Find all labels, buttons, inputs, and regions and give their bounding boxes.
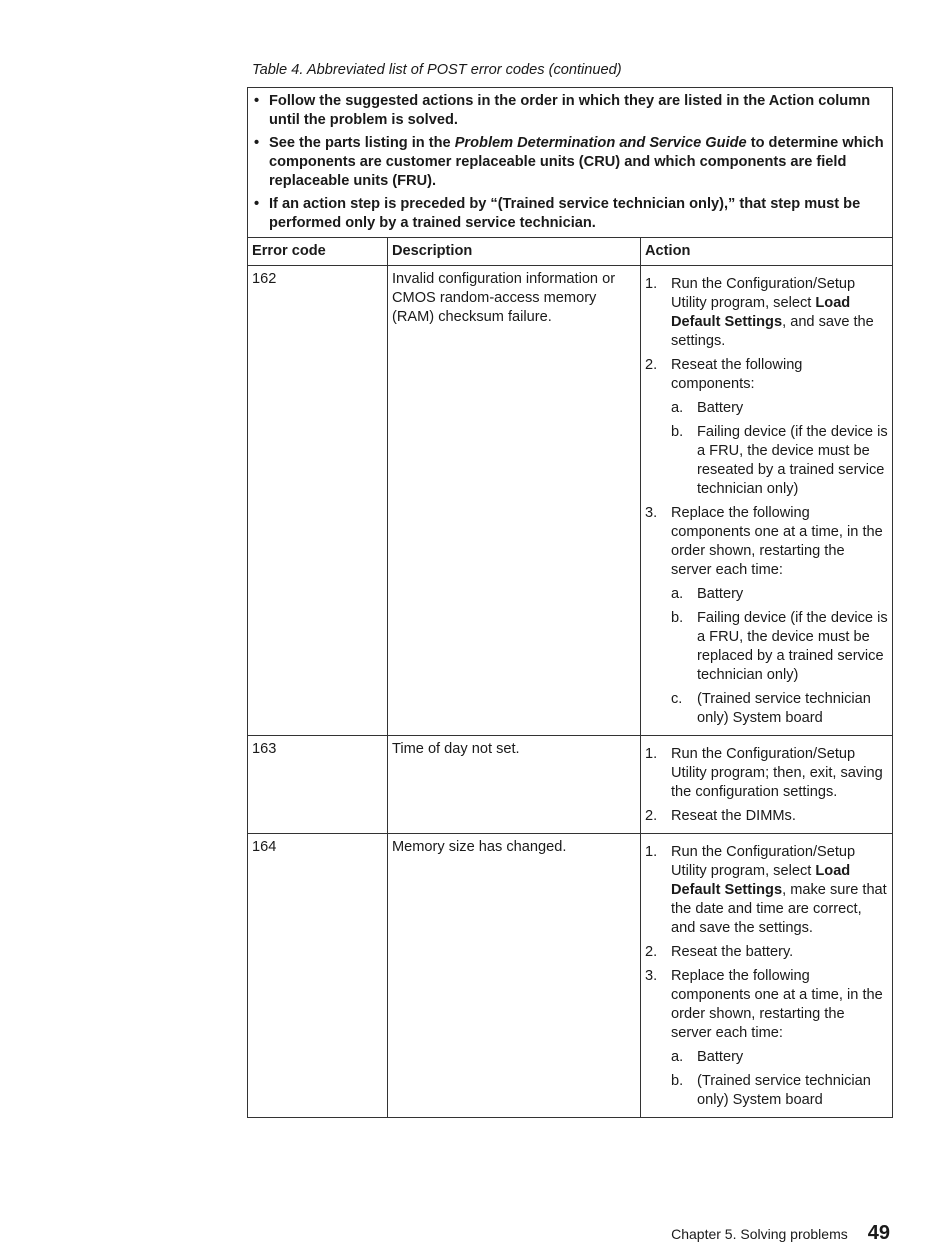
post-error-codes-table: [247, 87, 893, 1118]
bullet-glyph: •: [254, 135, 260, 151]
step-number: 2.: [645, 808, 658, 824]
action-step: [645, 504, 889, 728]
sub-step: [671, 399, 889, 418]
page-number: 49: [867, 1222, 890, 1244]
notes-row: [248, 88, 893, 238]
text-run: Replace the following components one at a time, in the order shown, restarting the server each time:: [671, 968, 883, 1041]
header-action: Action: [641, 238, 893, 266]
table-row: [248, 736, 893, 834]
action-cell: [641, 266, 893, 736]
page-footer: [671, 1224, 890, 1250]
bullet-glyph: •: [254, 196, 260, 212]
sub-step: [671, 1048, 889, 1067]
text-run: Run the Configuration/Setup Utility program; then, exit, saving the configuration settings.: [671, 746, 883, 800]
sub-step-text: Failing device (if the device is a FRU, the device must be reseated by a trained service technician only): [697, 424, 888, 497]
step-number: 2.: [645, 357, 658, 373]
text-run: Reseat the DIMMs.: [671, 808, 796, 824]
sub-step-text: (Trained service technician only) System board: [697, 691, 871, 726]
chapter-title: Chapter 5. Solving problems: [671, 1226, 848, 1242]
text-run: Run the Configuration/Setup Utility program, select: [671, 276, 856, 311]
sub-steps: [671, 1048, 889, 1110]
error-code-cell: 162: [248, 266, 388, 736]
action-step: [645, 967, 889, 1110]
description-cell: Memory size has changed.: [388, 834, 641, 1118]
table-row: [248, 834, 893, 1118]
sub-step: [671, 690, 889, 728]
note-item: [252, 92, 889, 130]
text-run: Run the Configuration/Setup Utility program, select: [671, 844, 856, 879]
action-steps: [645, 843, 889, 1110]
action-cell: [641, 736, 893, 834]
note-item: [252, 134, 889, 191]
text-run: , and save the settings.: [671, 314, 874, 349]
action-step: [645, 943, 889, 962]
sub-steps: [671, 399, 889, 499]
step-number: 1.: [645, 746, 658, 762]
sub-step-text: Battery: [697, 400, 744, 416]
sub-step: [671, 585, 889, 604]
step-number: 3.: [645, 968, 658, 984]
step-number: 3.: [645, 505, 658, 521]
notes-cell: [248, 88, 893, 238]
sub-step: [671, 1072, 889, 1110]
sub-step-letter: a.: [671, 400, 684, 416]
text-run: , make sure that the date and time are correct, and save the settings.: [671, 882, 887, 936]
notes-list: [252, 92, 889, 233]
text-run: to determine which components are customer replaceable units (CRU) and which components are field replaceable units (FRU).: [269, 135, 884, 189]
sub-step-letter: c.: [671, 691, 683, 707]
text-run: Follow the suggested actions in the order in which they are listed in the Action column until the problem is solved.: [269, 93, 871, 128]
action-step: [645, 807, 889, 826]
step-number: 1.: [645, 276, 658, 292]
sub-step-letter: b.: [671, 610, 684, 626]
step-number: 1.: [645, 844, 658, 860]
note-item: [252, 195, 889, 233]
text-run: Replace the following components one at a time, in the order shown, restarting the server each time:: [671, 505, 883, 578]
action-step: [645, 843, 889, 938]
action-step: [645, 275, 889, 351]
sub-step-text: Battery: [697, 586, 744, 602]
sub-step-letter: b.: [671, 424, 684, 440]
sub-step-text: (Trained service technician only) System board: [697, 1073, 871, 1108]
error-code-cell: 164: [248, 834, 388, 1118]
sub-steps: [671, 585, 889, 728]
italic-text: Problem Determination and Service Guide: [454, 135, 747, 151]
sub-step: [671, 423, 889, 499]
action-step: [645, 356, 889, 499]
header-row: [248, 238, 893, 266]
action-cell: [641, 834, 893, 1118]
bold-text: Load Default Settings: [671, 863, 851, 898]
description-cell: Invalid configuration information or CMOS random-access memory (RAM) checksum failure.: [388, 266, 641, 736]
sub-step-letter: a.: [671, 586, 684, 602]
text-run: See the parts listing in the: [269, 135, 455, 151]
bold-text: Load Default Settings: [671, 295, 851, 330]
header-error-code: Error code: [248, 238, 388, 266]
text-run: Reseat the following components:: [671, 357, 803, 392]
header-description: Description: [388, 238, 641, 266]
sub-step-text: Battery: [697, 1049, 744, 1065]
action-steps: [645, 275, 889, 728]
action-step: [645, 745, 889, 802]
sub-step-letter: b.: [671, 1073, 684, 1089]
sub-step-letter: a.: [671, 1049, 684, 1065]
sub-step-text: Failing device (if the device is a FRU, the device must be replaced by a trained service technician only): [697, 610, 888, 683]
bullet-glyph: •: [254, 93, 260, 109]
table-row: [248, 266, 893, 736]
error-code-cell: 163: [248, 736, 388, 834]
text-run: Reseat the battery.: [671, 944, 794, 960]
action-steps: [645, 745, 889, 826]
table-caption: Table 4. Abbreviated list of POST error codes (continued): [252, 62, 622, 78]
description-cell: Time of day not set.: [388, 736, 641, 834]
text-run: If an action step is preceded by “(Trained service technician only),” that step must be performed only by a trained service technician.: [269, 196, 861, 231]
sub-step: [671, 609, 889, 685]
step-number: 2.: [645, 944, 658, 960]
